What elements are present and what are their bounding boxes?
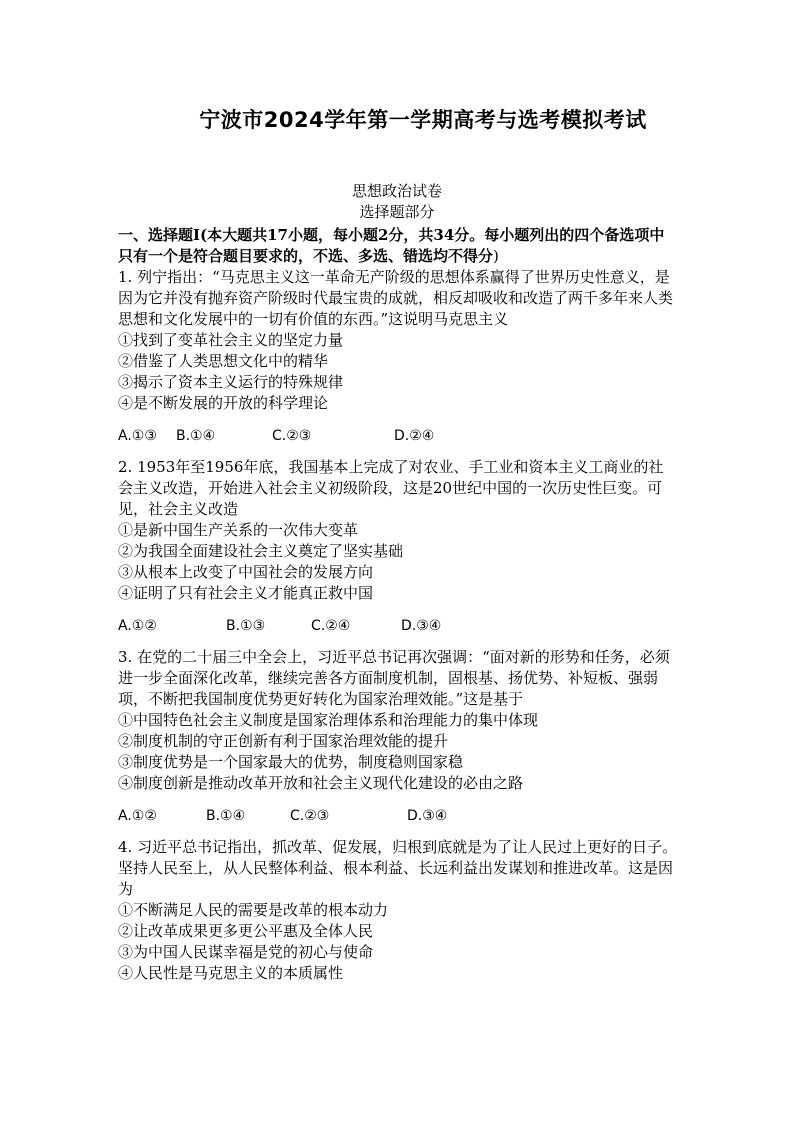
answer-a: A.①② xyxy=(118,618,157,634)
exam-title: 宁波市2024学年第一学期高考与选考模拟考试 xyxy=(199,108,647,132)
answer-c: C.②③ xyxy=(272,428,312,444)
answer-choices xyxy=(118,616,678,637)
option-3: ③揭示了资本主义运行的特殊规律 xyxy=(118,373,344,391)
exam-subtitle: 思想政治试卷 xyxy=(351,182,442,200)
section-instructions: 本大题共17小题，每小题2分，共34分。每小题列出的四个备选项中只有一个是符合题目要求的，不选、多选、错选均不得分 xyxy=(118,226,665,265)
answer-d: D.②④ xyxy=(394,428,435,444)
option-4: ④证明了只有社会主义才能真正救中国 xyxy=(118,584,374,602)
option-4: ④制度创新是推动改革开放和社会主义现代化建设的必由之路 xyxy=(118,774,524,792)
option-3: ③为中国人民谋幸福是党的初心与使命 xyxy=(118,943,374,961)
answer-a: A.①② xyxy=(118,808,157,824)
option-1: ①中国特色社会主义制度是国家治理体系和治理能力的集中体现 xyxy=(118,711,539,729)
answer-a: A.①③ xyxy=(118,428,157,444)
exam-content xyxy=(118,225,678,984)
option-4: ④人民性是马克思主义的本质属性 xyxy=(118,964,344,982)
question-1 xyxy=(118,267,678,447)
question-3 xyxy=(118,647,678,827)
answer-b: B.①④ xyxy=(206,808,246,824)
answer-choices xyxy=(118,426,678,447)
option-2: ②让改革成果更多更公平惠及全体人民 xyxy=(118,922,374,940)
option-2: ②制度机制的守正创新有利于国家治理效能的提升 xyxy=(118,732,449,750)
section-lead: 一、选择题Ⅰ( xyxy=(118,226,208,244)
question-2 xyxy=(118,457,678,637)
option-4: ④是不断发展的开放的科学理论 xyxy=(118,394,329,412)
section-tail: ) xyxy=(493,247,499,265)
part-heading: 选择题部分 xyxy=(359,203,435,221)
answer-b: B.①④ xyxy=(176,428,216,444)
answer-choices xyxy=(118,806,678,827)
answer-c: C.②③ xyxy=(290,808,330,824)
option-1: ①不断满足人民的需要是改革的根本动力 xyxy=(118,901,389,919)
section-heading xyxy=(118,225,678,267)
answer-b: B.①③ xyxy=(226,618,266,634)
option-3: ③制度优势是一个国家最大的优势，制度稳则国家稳 xyxy=(118,753,464,771)
answer-d: D.③④ xyxy=(407,808,448,824)
question-stem: 3. 在党的二十届三中全会上，习近平总书记再次强调：“面对新的形势和任务，必须进一步全面深化改革，继续完善各方面制度机制，固根基、扬优势、补短板、强弱项，不断把我国制度优势更好转化为国家治理效能。”这是基于 xyxy=(118,648,670,708)
question-4 xyxy=(118,837,678,984)
question-stem: 4. 习近平总书记指出，抓改革、促发展，归根到底就是为了让人民过上更好的日子。坚持人民至上，从人民整体利益、根本利益、长远利益出发谋划和推进改革。这是因为 xyxy=(118,838,678,898)
question-stem: 2. 1953年至1956年底，我国基本上完成了对农业、手工业和资本主义工商业的社会主义改造，开始进入社会主义初级阶段，这是20世纪中国的一次历史性巨变。可见，社会主义改造 xyxy=(118,458,664,518)
option-2: ②借鉴了人类思想文化中的精华 xyxy=(118,352,329,370)
answer-c: C.②④ xyxy=(311,618,351,634)
option-3: ③从根本上改变了中国社会的发展方向 xyxy=(118,563,374,581)
question-stem: 1. 列宁指出：“马克思主义这一革命无产阶级的思想体系赢得了世界历史性意义，是因为它并没有抛弃资产阶级时代最宝贵的成就，相反却吸收和改造了两千多年来人类思想和文化发展中的一切有价值的东西。”这说明马克思主义 xyxy=(118,268,674,328)
option-1: ①找到了变革社会主义的坚定力量 xyxy=(118,331,344,349)
option-2: ②为我国全面建设社会主义奠定了坚实基础 xyxy=(118,542,404,560)
option-1: ①是新中国生产关系的一次伟大变革 xyxy=(118,521,359,539)
answer-d: D.③④ xyxy=(401,618,442,634)
